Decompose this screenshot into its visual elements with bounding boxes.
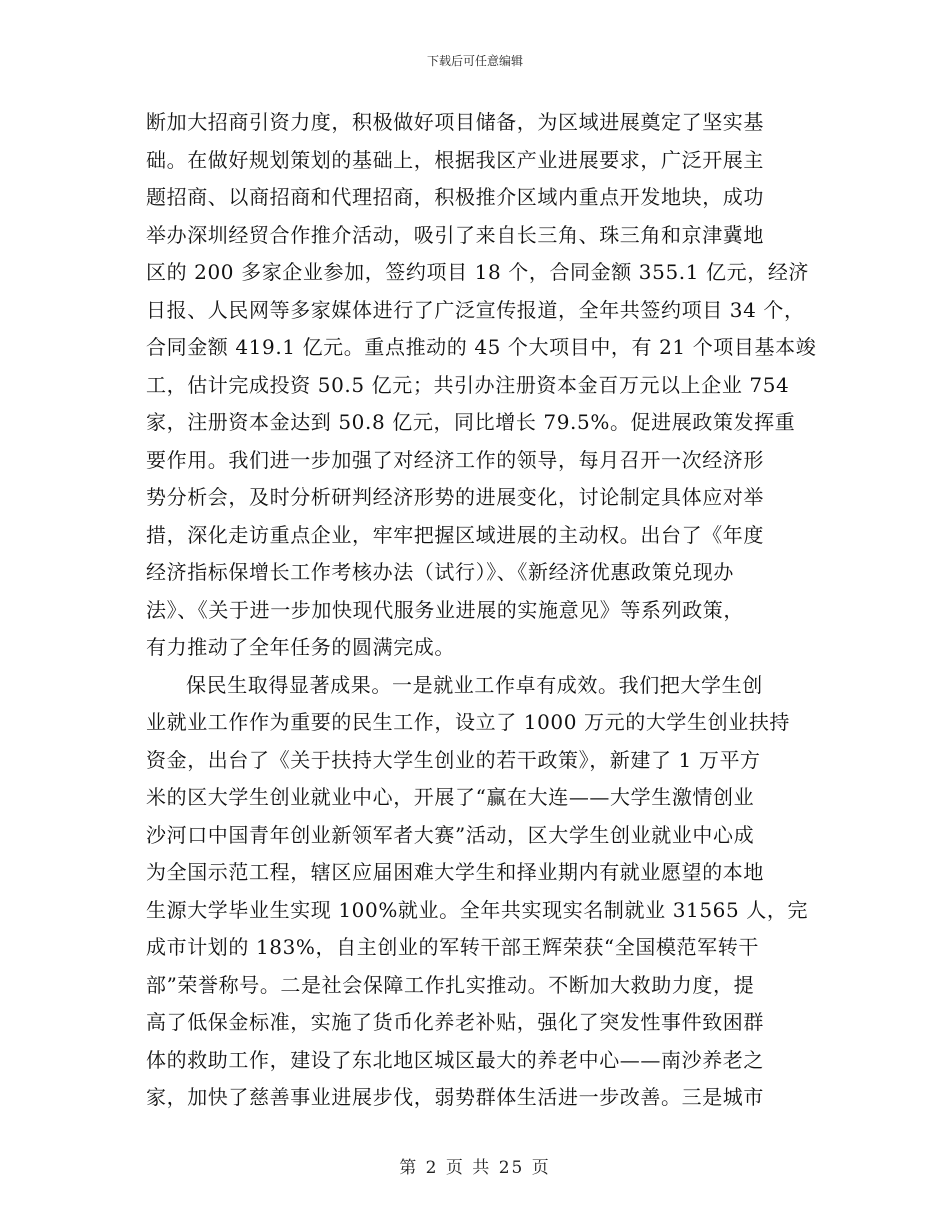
text-line: 措，深化走访重点企业，牢牢把握区域进展的主动权。出台了《年度 (146, 522, 764, 547)
text-line: 日报、人民网等多家媒体进行了广泛宣传报道，全年共签约项目 34 个， (146, 297, 805, 322)
text-line: 高了低保金标准，实施了货币化养老补贴，强化了突发性事件致困群 (146, 1010, 764, 1034)
text-line: 部”荣誉称号。二是社会保障工作扎实推动。不断加大救助力度，提 (146, 972, 755, 997)
text-line: 资金，出台了《关于扶持大学生创业的若干政策》，新建了 1 万平方 (146, 747, 761, 772)
text-line: 生源大学毕业生实现 100%就业。全年共实现实名制就业 31565 人，完 (146, 897, 809, 922)
text-line: 业就业工作作为重要的民生工作，设立了 1000 万元的大学生创业扶持 (146, 710, 791, 734)
text-line: 要作用。我们进一步加强了对经济工作的领导，每月召开一次经济形 (146, 447, 764, 472)
text-line: 础。在做好规划策划的基础上，根据我区产业进展要求，广泛开展主 (146, 147, 764, 172)
text-line: 为全国示范工程，辖区应届困难大学生和择业期内有就业愿望的本地 (146, 860, 764, 884)
text-line: 断加大招商引资力度，积极做好项目储备，为区域进展奠定了坚实基 (146, 110, 764, 134)
text-line: 家，加快了慈善事业进展步伐，弱势群体生活进一步改善。三是城市 (146, 1085, 764, 1109)
text-line: 工，估计完成投资 50.5 亿元；共引办注册资本金百万元以上企业 754 (146, 372, 790, 397)
text-line: 题招商、以商招商和代理招商，积极推介区域内重点开发地块，成功 (146, 185, 764, 209)
text-line: 经济指标保增长工作考核办法（试行）》、《新经济优惠政策兑现办 (146, 560, 734, 584)
paragraph-first-line: 保民生取得显著成果。一是就业工作卓有成效。我们把大学生创 (186, 672, 763, 697)
text-line: 有力推动了全年任务的圆满完成。 (146, 635, 455, 659)
text-line: 合同金额 419.1 亿元。重点推动的 45 个大项目中，有 21 个项目基本竣 (146, 335, 817, 359)
text-line: 势分析会，及时分析研判经济形势的进展变化，讨论制定具体应对举 (146, 485, 764, 509)
text-line: 成市计划的 183%，自主创业的军转干部王辉荣获“全国模范军转干 (146, 935, 759, 959)
text-line: 体的救助工作，建设了东北地区城区最大的养老中心——南沙养老之 (146, 1047, 764, 1072)
text-line: 举办深圳经贸合作推介活动，吸引了来自长三角、珠三角和京津冀地 (146, 222, 764, 247)
page-header-note: 下载后可任意编辑 (426, 54, 523, 68)
text-line: 区的 200 多家企业参加，签约项目 18 个，合同金额 355.1 亿元，经济 (146, 260, 810, 284)
page-number-footer: 第 2 页 共 25 页 (399, 1158, 551, 1178)
text-line: 法》、《关于进一步加快现代服务业进展的实施意见》等系列政策， (146, 597, 744, 622)
text-line: 米的区大学生创业就业中心，开展了“赢在大连——大学生激情创业 (146, 785, 755, 809)
text-line: 沙河口中国青年创业新领军者大赛”活动，区大学生创业就业中心成 (146, 822, 755, 847)
text-line: 家，注册资本金达到 50.8 亿元，同比增长 79.5%。促进展政策发挥重 (146, 410, 796, 434)
